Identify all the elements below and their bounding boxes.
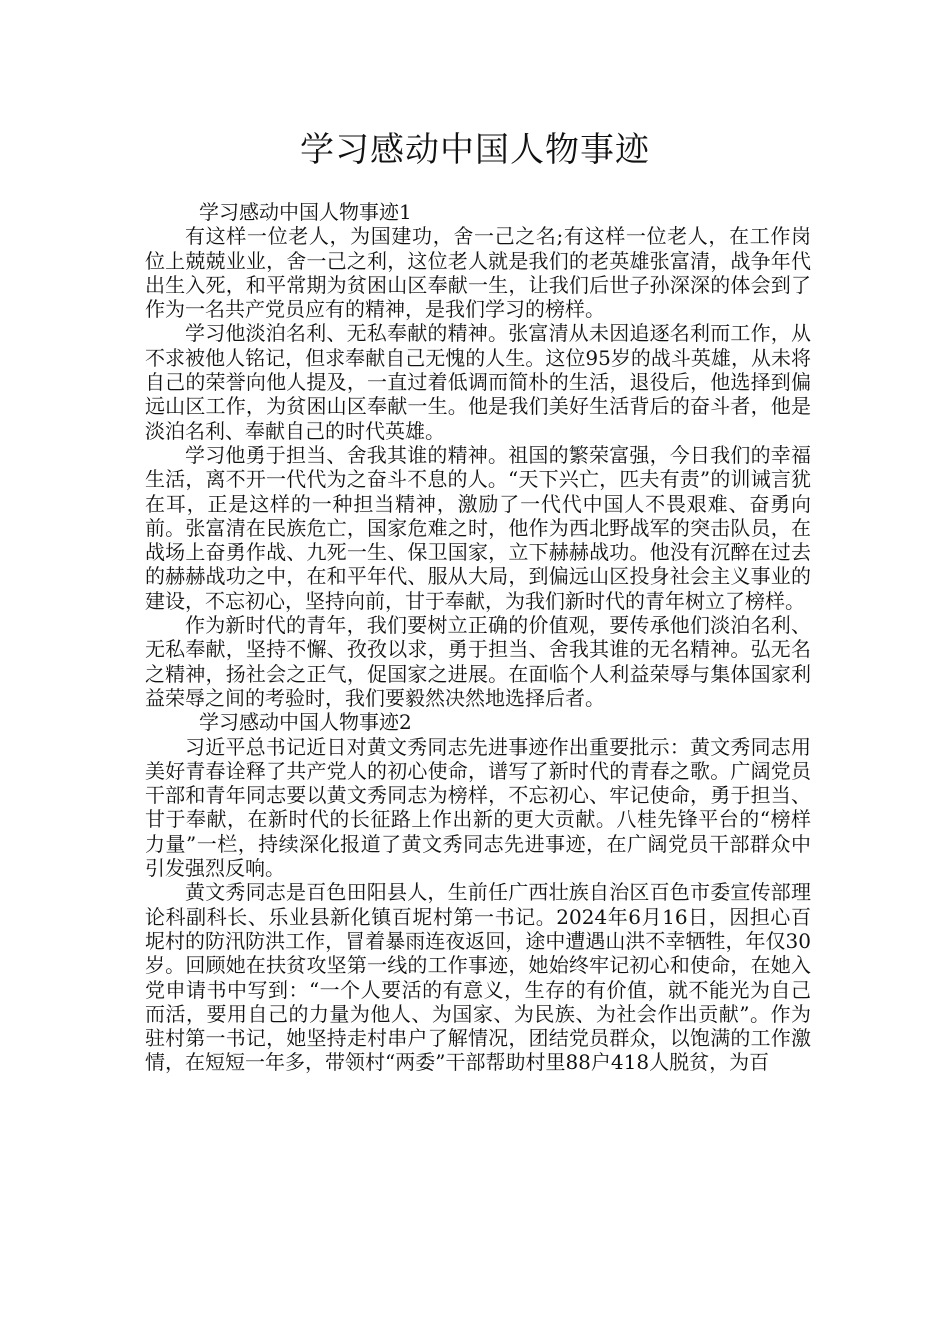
section-heading-2: 学习感动中国人物事迹2 [199, 710, 412, 735]
section-heading-1: 学习感动中国人物事迹1 [199, 200, 412, 224]
paragraph: 习近平总书记近日对黄文秀同志先进事迹作出重要批示：黄文秀同志用美好青春诠释了共产党人的初心使命，谱写了新时代的青春之歌。广阔党员干部和青年同志要以黄文秀同志为榜样，不忘初心、牢记使命，勇于担当、甘于奉献，在新时代的长征路上作出新的更大贡献。八桂先锋平台的“榜样力量”一栏，持续深化报道了黄文秀同志先进事迹，在广阔党员干部群众中引发强烈反响。 [145, 734, 811, 881]
paragraph: 作为新时代的青年，我们要树立正确的价值观，要传承他们淡泊名利、无私奉献，坚持不懈、孜孜以求，勇于担当、舍我其谁的无名精神。弘无名之精神，扬社会之正气，促国家之进展。在面临个人利益荣辱与集体国家利益荣辱之间的考验时，我们要毅然决然地选择后者。 [145, 613, 811, 710]
paragraph: 学习他淡泊名利、无私奉献的精神。张富清从未因追逐名利而工作，从不求被他人铭记，但求奉献自己无愧的人生。这位95岁的战斗英雄，从未将自己的荣誉向他人提及，一直过着低调而简朴的生活，退役后，他选择到偏远山区工作，为贫困山区奉献一生。他是我们美好生活背后的奋斗者，他是淡泊名利、奉献自己的时代英雄。 [145, 321, 811, 443]
paragraph: 学习他勇于担当、舍我其谁的精神。祖国的繁荣富强，今日我们的幸福生活，离不开一代代为之奋斗不息的人。“天下兴亡，匹夫有责”的训诫言犹在耳，正是这样的一种担当精神，激励了一代代中国人不畏艰难、奋勇向前。张富清在民族危亡，国家危难之时，他作为西北野战军的突击队员，在战场上奋勇作战、九死一生、保卫国家，立下赫赫战功。他没有沉醉在过去的赫赫战功之中，在和平年代、服从大局，到偏远山区投身社会主义事业的建设，不忘初心，坚持向前，甘于奉献，为我们新时代的青年树立了榜样。 [145, 442, 811, 613]
document-body [145, 200, 811, 1075]
paragraph: 有这样一位老人，为国建功，舍一己之名;有这样一位老人，在工作岗位上兢兢业业，舍一己之利，这位老人就是我们的老英雄张富清，战争年代出生入死，和平常期为贫困山区奉献一生，让我们后世子孙深深的体会到了作为一名共产党员应有的精神，是我们学习的榜样。 [145, 224, 811, 322]
page-title: 学习感动中国人物事迹 [300, 130, 650, 170]
paragraph: 黄文秀同志是百色田阳县人，生前任广西壮族自治区百色市委宣传部理论科副科长、乐业县新化镇百坭村第一书记。2024年6月16日，因担心百坭村的防汛防洪工作，冒着暴雨连夜返回，途中遭遇山洪不幸牺牲，年仅30岁。回顾她在扶贫攻坚第一线的工作事迹，她始终牢记初心和使命，在她入党申请书中写到：“一个人要活的有意义，生存的有价值，就不能光为自己而活，要用自己的力量为他人、为国家、为民族、为社会作出贡献”。作为驻村第一书记，她坚持走村串户了解情况，团结党员群众，以饱满的工作激情，在短短一年多，带领村“两委”干部帮助村里88户418人脱贫，为百 [145, 880, 811, 1075]
